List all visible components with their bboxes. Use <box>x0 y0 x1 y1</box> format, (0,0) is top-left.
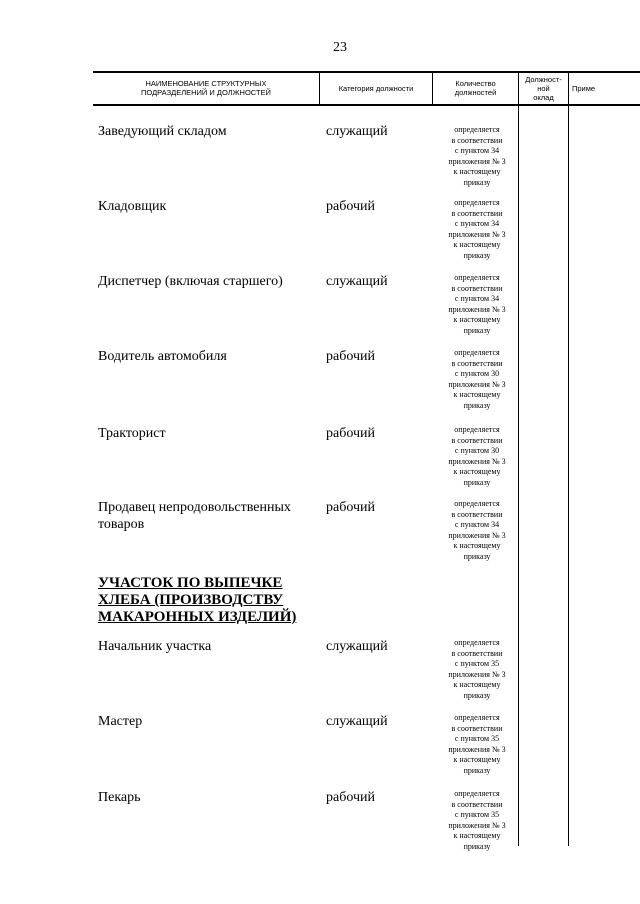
position-quantity: определяется в соответствии с пунктом 35 приложения № 3 к настоящему приказу <box>448 713 506 775</box>
position-category: рабочий <box>326 199 375 214</box>
position-category: рабочий <box>326 500 375 515</box>
position-quantity: определяется в соответствии с пунктом 34 приложения № 3 к настоящему приказу <box>448 125 506 187</box>
position-name: Начальник участка <box>98 639 212 654</box>
position-name: Пекарь <box>98 790 141 805</box>
section-title: УЧАСТОК ПО ВЫПЕЧКЕ ХЛЕБА (ПРОИЗВОДСТВУ МАКАРОННЫХ ИЗДЕЛИЙ) <box>98 575 297 625</box>
position-quantity: определяется в соответствии с пунктом 34 приложения № 3 к настоящему приказу <box>448 499 506 561</box>
salary-column-right-rule <box>568 71 569 846</box>
position-category: рабочий <box>326 790 375 805</box>
position-quantity: определяется в соответствии с пунктом 34 приложения № 3 к настоящему приказу <box>448 273 506 335</box>
position-name: Диспетчер (включая старшего) <box>98 274 283 289</box>
header-category-column: Категория должности <box>338 83 414 93</box>
position-quantity: определяется в соответствии с пунктом 35 приложения № 3 к настоящему приказу <box>448 638 506 700</box>
position-category: служащий <box>326 274 388 289</box>
header-notes-column: Приме <box>572 83 596 93</box>
position-name: Водитель автомобиля <box>98 349 227 364</box>
position-category: служащий <box>326 639 388 654</box>
header-bottom-rule <box>93 104 640 106</box>
header-quantity-column: Количество должностей <box>454 79 497 97</box>
position-category: служащий <box>326 714 388 729</box>
position-quantity: определяется в соответствии с пунктом 30 приложения № 3 к настоящему приказу <box>448 348 506 410</box>
header-name-column: НАИМЕНОВАНИЕ СТРУКТУРНЫХ ПОДРАЗДЕЛЕНИЙ И ДОЛЖНОСТЕЙ <box>141 79 271 97</box>
position-category: служащий <box>326 124 388 139</box>
position-name: Мастер <box>98 714 143 729</box>
position-category: рабочий <box>326 426 375 441</box>
header-salary-column: Должност- ной оклад <box>525 74 562 102</box>
page-number: 23 <box>333 40 347 55</box>
position-name: Заведующий складом <box>98 124 227 139</box>
position-name: Продавец непродовольственных товаров <box>98 500 291 532</box>
position-name: Тракторист <box>98 426 166 441</box>
position-quantity: определяется в соответствии с пунктом 34 приложения № 3 к настоящему приказу <box>448 198 506 260</box>
position-quantity: определяется в соответствии с пунктом 30 приложения № 3 к настоящему приказу <box>448 425 506 487</box>
position-name: Кладовщик <box>98 199 167 214</box>
position-category: рабочий <box>326 349 375 364</box>
position-quantity: определяется в соответствии с пунктом 35 приложения № 3 к настоящему приказу <box>448 789 506 851</box>
